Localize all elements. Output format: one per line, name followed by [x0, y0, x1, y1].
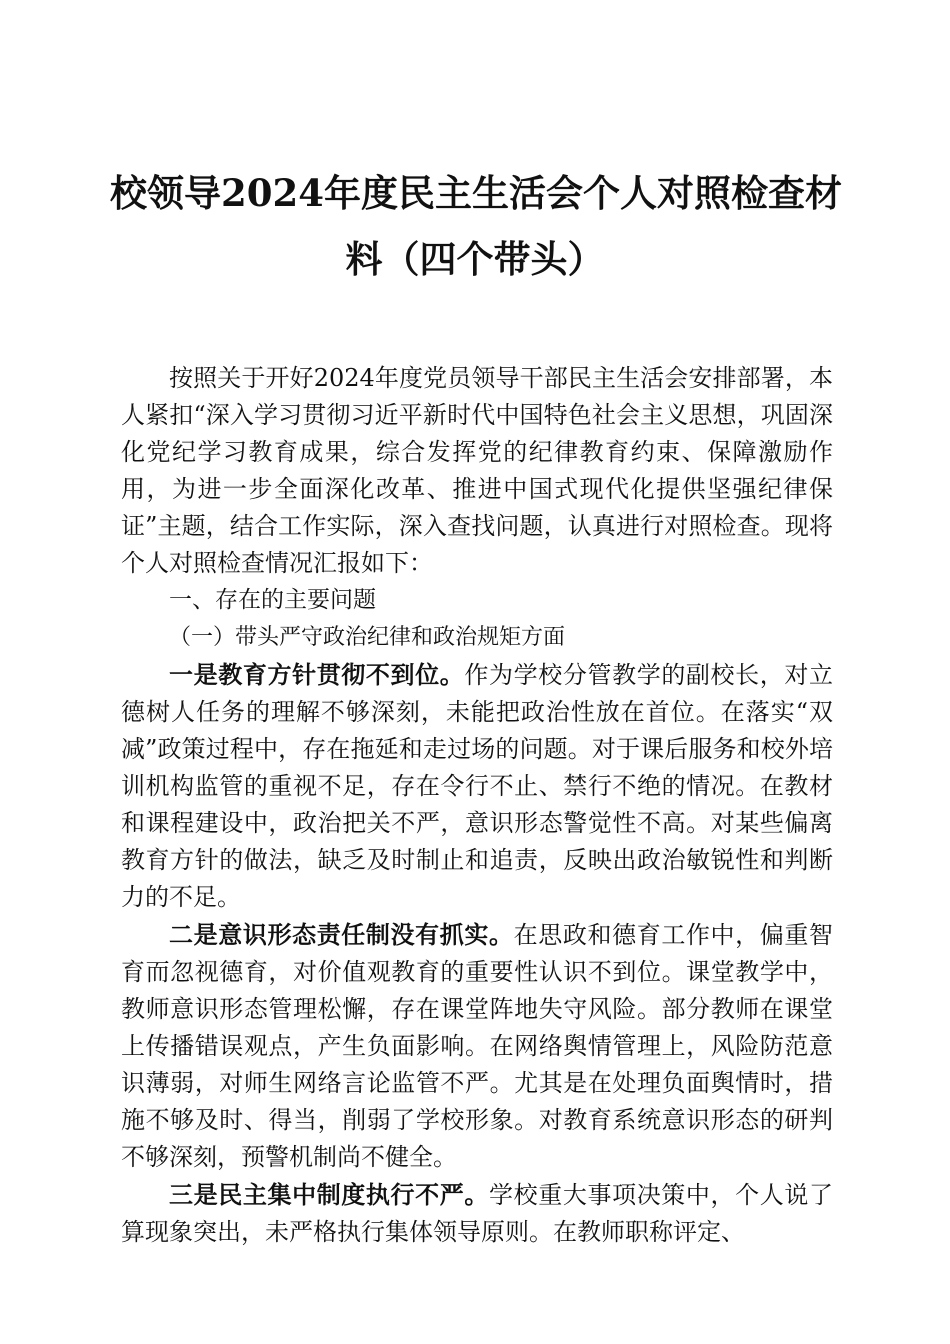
document-title-line-1: 校领导2024年度民主生活会个人对照检查材	[110, 171, 842, 215]
issue-paragraph-3	[121, 1176, 833, 1251]
issue-paragraph-1	[121, 656, 833, 916]
section-heading: 一、存在的主要问题	[169, 587, 376, 613]
issue-1-lead: 一是教育方针贯彻不到位。	[169, 660, 465, 689]
issue-3-text: 学校重大事项决策中，个人说了算现象突出，未严格执行集体领导原则。在教师职称评定、	[121, 1181, 833, 1246]
issue-paragraph-2	[121, 916, 833, 1176]
issue-2-lead: 二是意识形态责任制没有抓实。	[169, 920, 514, 949]
intro-paragraph: 按照关于开好2024年度党员领导干部民主生活会安排部署，本人紧扣“深入学习贯彻习近平新时代中国特色社会主义思想，巩固深化党纪学习教育成果，综合发挥党的纪律教育约束、保障激励作用，为进一步全面深化改革、推进中国式现代化提供坚强纪律保证”主题，结合工作实际，深入查找问题，认真进行对照检查。现将个人对照检查情况汇报如下：	[121, 364, 833, 577]
subsection-heading: （一）带头严守政治纪律和政治规矩方面	[169, 625, 566, 650]
document-body	[121, 360, 833, 1251]
issue-2-text: 在思政和德育工作中，偏重智育而忽视德育，对价值观教育的重要性认识不到位。课堂教学中，教师意识形态管理松懈，存在课堂阵地失守风险。部分教师在课堂上传播错误观点，产生负面影响。在网络舆情管理上，风险防范意识薄弱，对师生网络言论监管不严。尤其是在处理负面舆情时，措施不够及时、得当，削弱了学校形象。对教育系统意识形态的研判不够深刻，预警机制尚不健全。	[121, 921, 834, 1171]
issue-3-lead: 三是民主集中制度执行不严。	[169, 1180, 489, 1209]
issue-1-text: 作为学校分管教学的副校长，对立德树人任务的理解不够深刻，未能把政治性放在首位。在落实“双减”政策过程中，存在拖延和走过场的问题。对于课后服务和校外培训机构监管的重视不足，存在令行不止、禁行不绝的情况。在教材和课程建设中，政治把关不严，意识形态警觉性不高。对某些偏离教育方针的做法，缺乏及时制止和追责，反映出政治敏锐性和判断力的不足。	[121, 661, 834, 911]
document-title-line-2: 料（四个带头）	[345, 237, 605, 281]
